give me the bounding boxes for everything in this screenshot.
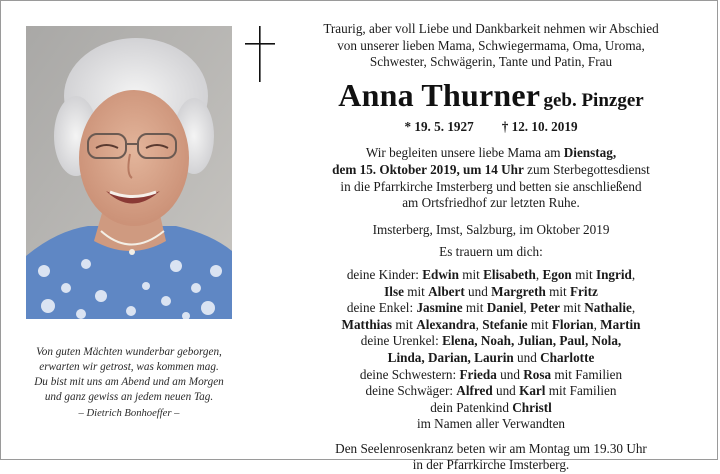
deceased-name: Anna Thurner	[338, 76, 541, 113]
cross-icon	[245, 26, 275, 82]
life-dates	[276, 119, 706, 136]
portrait-photo	[26, 26, 232, 319]
quote-line: Von guten Mächten wunderbar geborgen,	[36, 346, 222, 358]
quote-line: Du bist mit uns am Abend und am Morgen	[34, 376, 224, 388]
deceased-name-line	[276, 76, 706, 117]
family-line: deine Urenkel: Elena, Noah, Julian, Paul, Nola,	[360, 333, 622, 349]
notice-text	[276, 21, 706, 474]
birth-date: * 19. 5. 1927	[404, 118, 474, 134]
intro-line: Schwester, Schwägerin, Tante und Patin, Frau	[369, 54, 613, 70]
family-line: Ilse mit Albert und Margreth mit Fritz	[384, 283, 598, 299]
place-date: Imsterberg, Imst, Salzburg, im Oktober 2019	[372, 221, 610, 237]
family-line: deine Enkel: Jasmine mit Daniel, Peter mit Nathalie,	[346, 300, 636, 316]
service-line: dem 15. Oktober 2019, um 14 Uhr zum Sterbegottesdienst	[332, 161, 650, 177]
maiden-name: geb. Pinzger	[543, 89, 644, 111]
quote-line: erwarten wir getrost, was kommen mag.	[39, 361, 219, 373]
family-line: im Namen aller Verwandten	[416, 416, 566, 432]
quote-line: und ganz gewiss an jedem neuen Tag.	[44, 391, 214, 403]
family-line: dein Patenkind Christl	[430, 399, 552, 415]
family-line: deine Kinder: Edwin mit Elisabeth, Egon mit Ingrid,	[346, 266, 636, 282]
rosary-line: Den Seelenrosenkranz beten wir am Montag um 19.30 Uhr	[335, 440, 647, 456]
service-line: in die Pfarrkirche Imsterberg und betten sie anschließend	[340, 178, 642, 194]
rosary-line: in der Pfarrkirche Imsterberg.	[412, 457, 570, 473]
service-line: Wir begleiten unsere liebe Mama am Dienstag,	[365, 145, 617, 161]
service-line: am Ortsfriedhof zur letzten Ruhe.	[402, 195, 580, 211]
intro-line: von unserer lieben Mama, Schwiegermama, Oma, Uroma,	[337, 37, 645, 53]
family-line: Matthias mit Alexandra, Stefanie mit Florian, Martin	[341, 316, 641, 332]
family-line: deine Schwestern: Frieda und Rosa mit Familien	[359, 366, 623, 382]
intro-line: Traurig, aber voll Liebe und Dankbarkeit nehmen wir Abschied	[323, 21, 659, 36]
bonhoeffer-quote	[9, 345, 249, 421]
death-date: † 12. 10. 2019	[501, 118, 578, 134]
quote-author: – Dietrich Bonhoeffer –	[78, 408, 180, 419]
family-line: deine Schwäger: Alfred und Karl mit Familien	[365, 383, 617, 399]
family-line: Linda, Darian, Laurin und Charlotte	[387, 349, 595, 365]
mourners-intro: Es trauern um dich:	[439, 244, 543, 260]
rosary-info	[276, 441, 706, 474]
service-details	[276, 145, 706, 211]
family-list	[276, 267, 706, 433]
